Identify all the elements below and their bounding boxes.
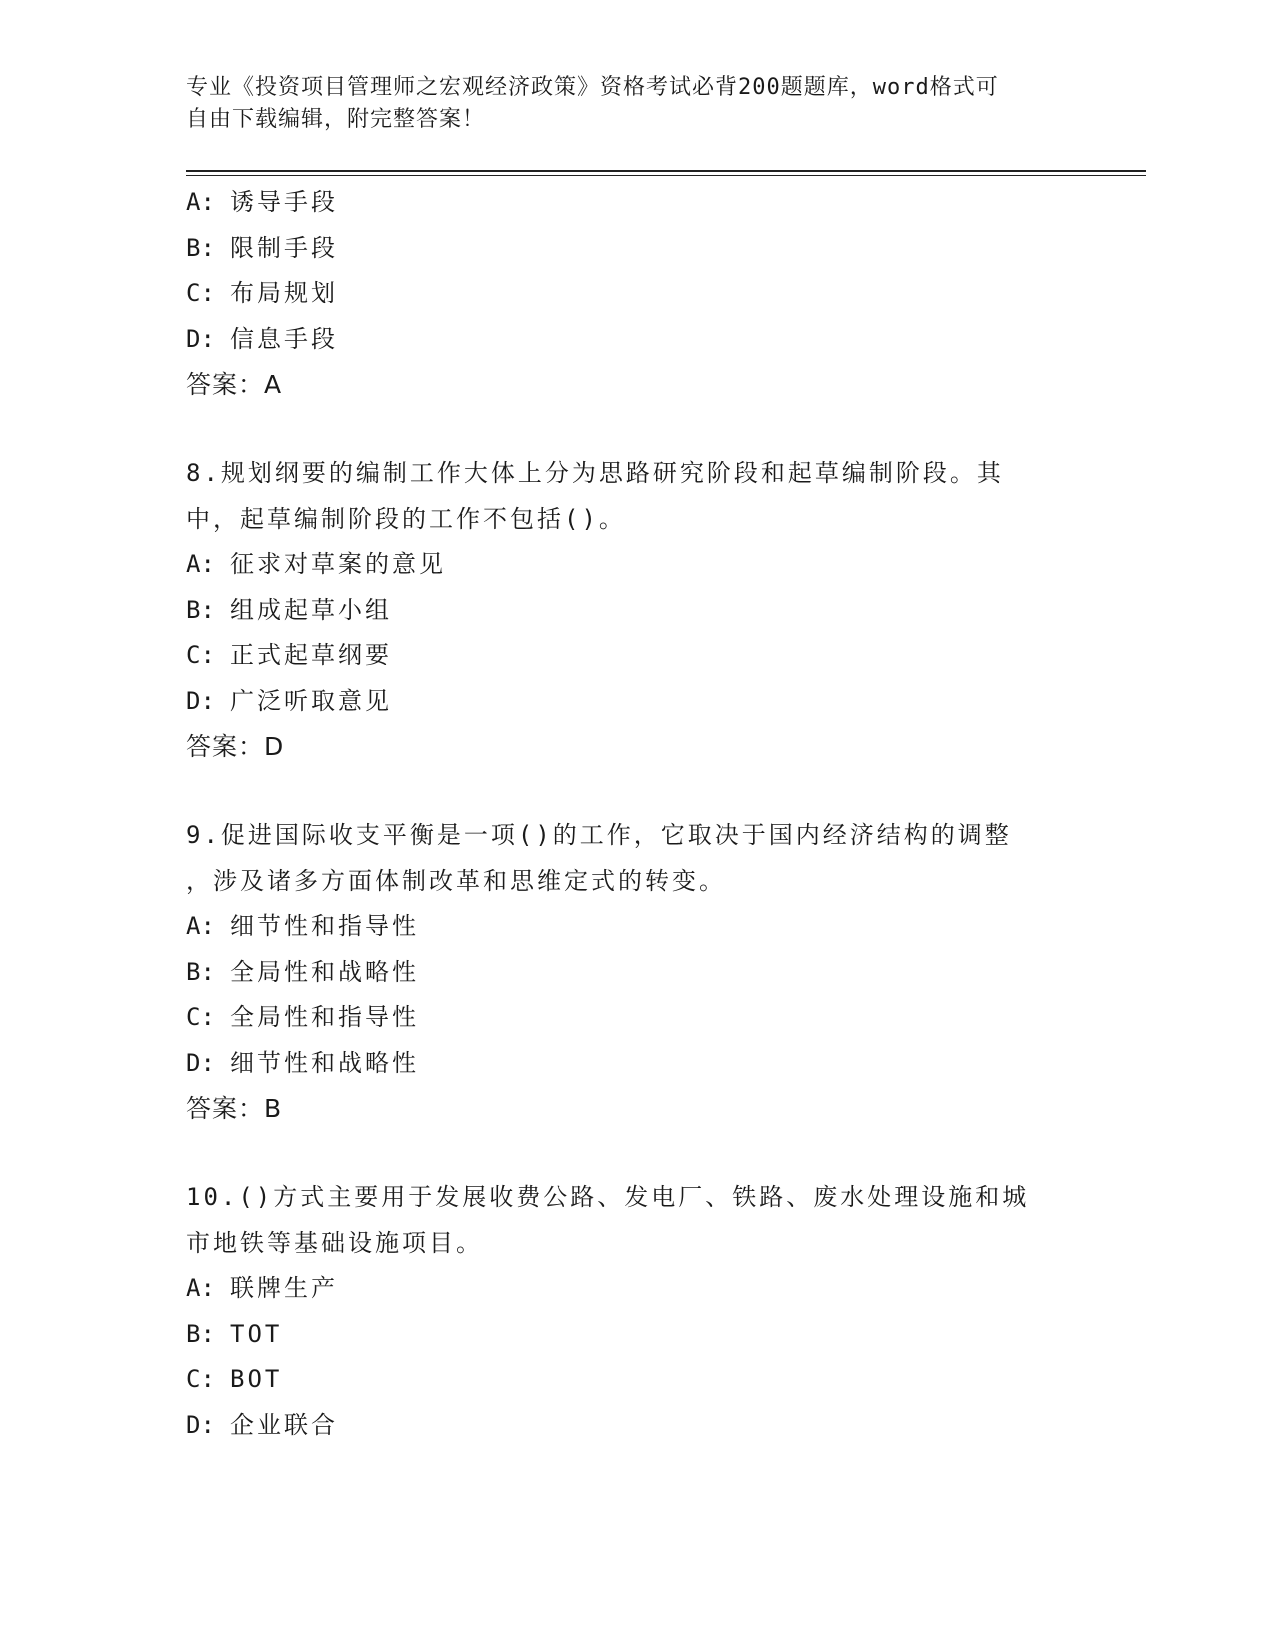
header-line-2: 自由下载编辑，附完整答案！ xyxy=(186,107,486,132)
document-body xyxy=(186,180,1146,1448)
answer-line: 答案：D xyxy=(186,732,285,761)
document-header xyxy=(186,72,1066,136)
option-b: B: TOT xyxy=(186,1319,283,1348)
option-b: B: 组成起草小组 xyxy=(186,595,392,624)
option-d: D: 信息手段 xyxy=(186,324,338,353)
spacer xyxy=(186,1132,1146,1174)
header-line-1: 专业《投资项目管理师之宏观经济政策》资格考试必背200题题库，word格式可 xyxy=(186,75,999,100)
question-block-7 xyxy=(186,180,1146,408)
option-c: C: BOT xyxy=(186,1365,283,1393)
option-c: C: 布局规划 xyxy=(186,279,338,307)
question-text: 10.()方式主要用于发展收费公路、发电厂、铁路、废水处理设施和城 市地铁等基础设施项目。 xyxy=(186,1183,1030,1257)
question-block-10 xyxy=(186,1174,1146,1448)
answer-line: 答案：B xyxy=(186,1094,283,1123)
option-a: A: 联牌生产 xyxy=(186,1274,338,1302)
document-page xyxy=(186,72,1146,1448)
option-b: B: 全局性和战略性 xyxy=(186,957,419,986)
question-block-9 xyxy=(186,812,1146,1132)
header-divider xyxy=(186,170,1146,176)
option-d: D: 细节性和战略性 xyxy=(186,1048,419,1077)
option-c: C: 正式起草纲要 xyxy=(186,641,392,669)
option-a: A: 细节性和指导性 xyxy=(186,912,419,940)
spacer xyxy=(186,770,1146,812)
question-text: 8.规划纲要的编制工作大体上分为思路研究阶段和起草编制阶段。其 中，起草编制阶段的工作不包括()。 xyxy=(186,459,1004,533)
option-d: D: 企业联合 xyxy=(186,1410,338,1439)
option-c: C: 全局性和指导性 xyxy=(186,1003,419,1031)
option-d: D: 广泛听取意见 xyxy=(186,686,392,715)
spacer xyxy=(186,408,1146,450)
option-a: A: 征求对草案的意见 xyxy=(186,550,446,578)
answer-line: 答案：A xyxy=(186,370,283,399)
question-text: 9.促进国际收支平衡是一项()的工作，它取决于国内经济结构的调整 ，涉及诸多方面体制改革和思维定式的转变。 xyxy=(186,821,1012,895)
option-a: A: 诱导手段 xyxy=(186,188,338,216)
question-block-8 xyxy=(186,450,1146,770)
option-b: B: 限制手段 xyxy=(186,233,338,262)
